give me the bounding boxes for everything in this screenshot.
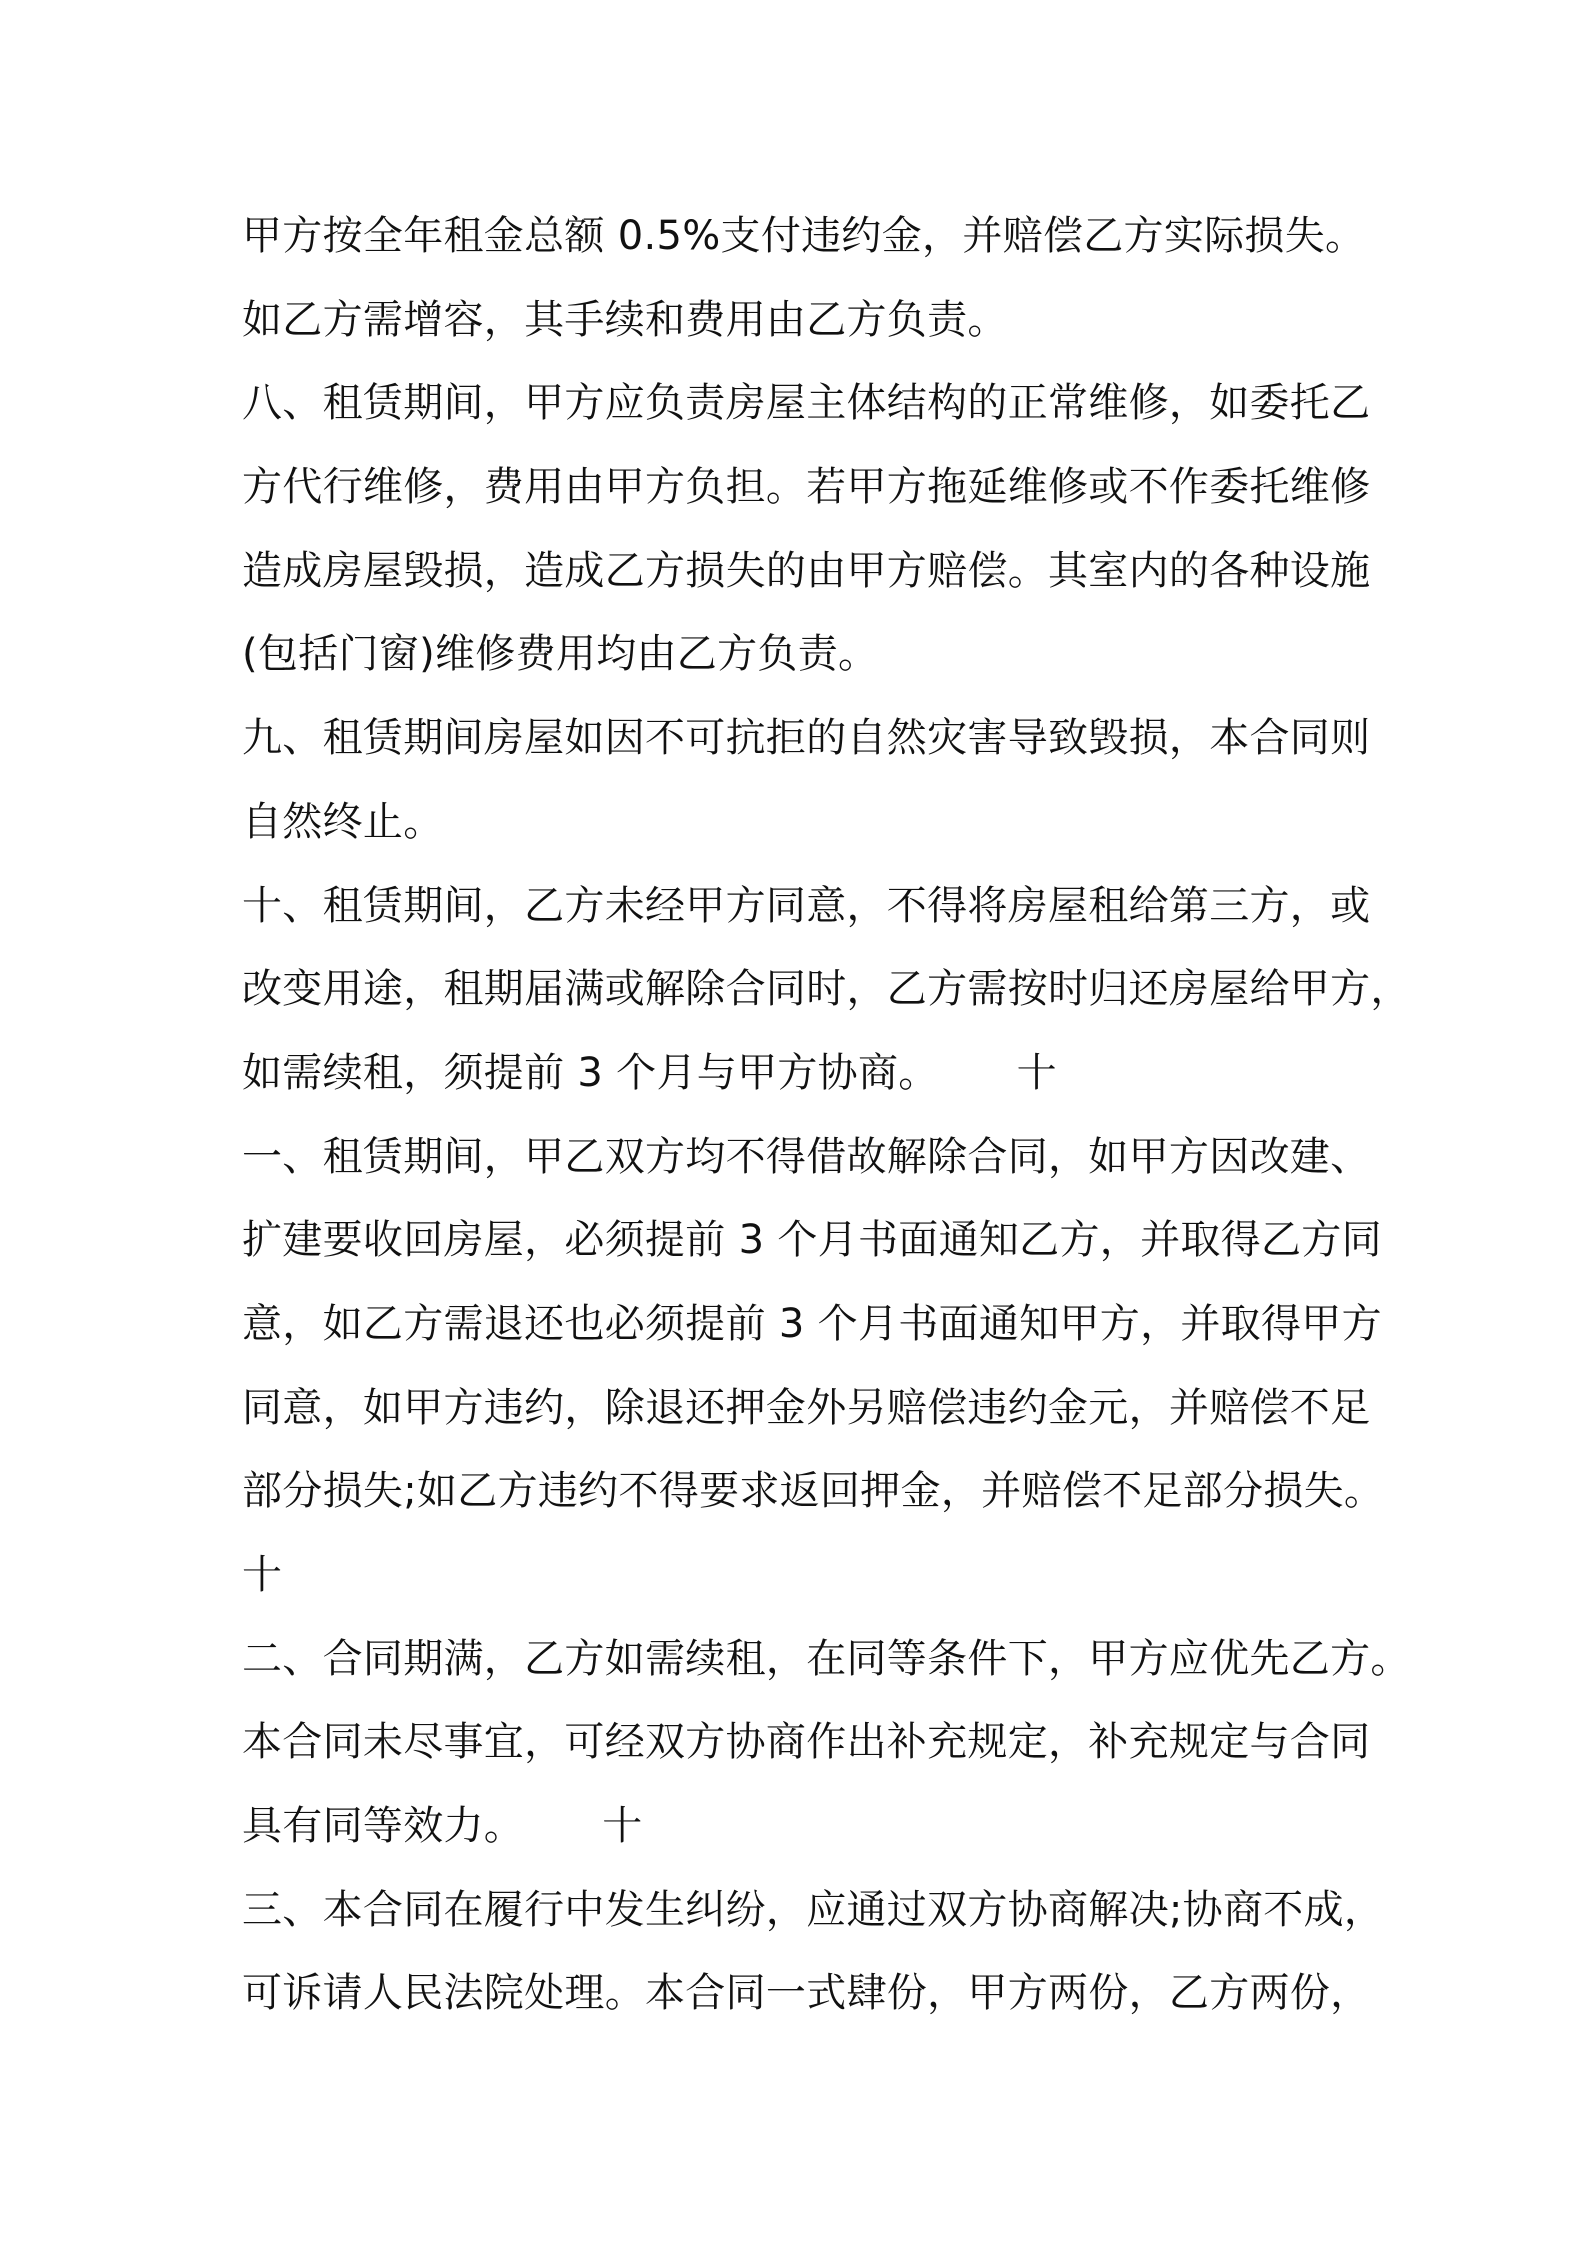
text-line: (包括门窗)维修费用均由乙方负责。 <box>242 631 879 678</box>
text-line: 方代行维修，费用由甲方负担。若甲方拖延维修或不作委托维修 <box>242 464 1371 511</box>
text-line: 如需续租，须提前 3 个月与甲方协商。 十 <box>242 1049 1057 1096</box>
text-line: 自然终止。 <box>242 798 444 845</box>
text-line: 一、租赁期间，甲乙双方均不得借故解除合同，如甲方因改建、 <box>242 1133 1371 1180</box>
text-line: 九、租赁期间房屋如因不可抗拒的自然灾害导致毁损，本合同则 <box>242 715 1371 762</box>
contract-text <box>242 195 1411 2036</box>
text-line: 如乙方需增容，其手续和费用由乙方负责。 <box>242 296 1008 343</box>
text-line: 十、租赁期间，乙方未经甲方同意，不得将房屋租给第三方，或 <box>242 882 1371 929</box>
text-line: 二、合同期满，乙方如需续租，在同等条件下，甲方应优先乙方。 <box>242 1635 1411 1682</box>
text-line: 十 <box>242 1552 283 1598</box>
text-line: 意，如乙方需退还也必须提前 3 个月书面通知甲方，并取得甲方 <box>242 1300 1382 1347</box>
text-line: 同意，如甲方违约，除退还押金外另赔偿违约金元，并赔偿不足 <box>242 1384 1371 1431</box>
text-line: 八、租赁期间，甲方应负责房屋主体结构的正常维修，如委托乙 <box>242 380 1371 427</box>
text-line: 部分损失;如乙方违约不得要求返回押金，并赔偿不足部分损失。 <box>242 1468 1385 1515</box>
text-line: 可诉请人民法院处理。本合同一式肆份，甲方两份，乙方两份， <box>242 1970 1371 2017</box>
text-line: 造成房屋毁损，造成乙方损失的由甲方赔偿。其室内的各种设施 <box>242 547 1371 594</box>
text-line: 改变用途，租期届满或解除合同时，乙方需按时归还房屋给甲方， <box>242 966 1411 1013</box>
text-line: 扩建要收回房屋，必须提前 3 个月书面通知乙方，并取得乙方同 <box>242 1217 1382 1264</box>
text-line: 本合同未尽事宜，可经双方协商作出补充规定，补充规定与合同 <box>242 1719 1371 1766</box>
text-line: 三、本合同在履行中发生纠纷，应通过双方协商解决;协商不成， <box>242 1886 1385 1933</box>
text-line: 具有同等效力。 十 <box>242 1803 643 1850</box>
text-line: 甲方按全年租金总额 0.5%支付违约金，并赔偿乙方实际损失。 <box>242 213 1366 259</box>
